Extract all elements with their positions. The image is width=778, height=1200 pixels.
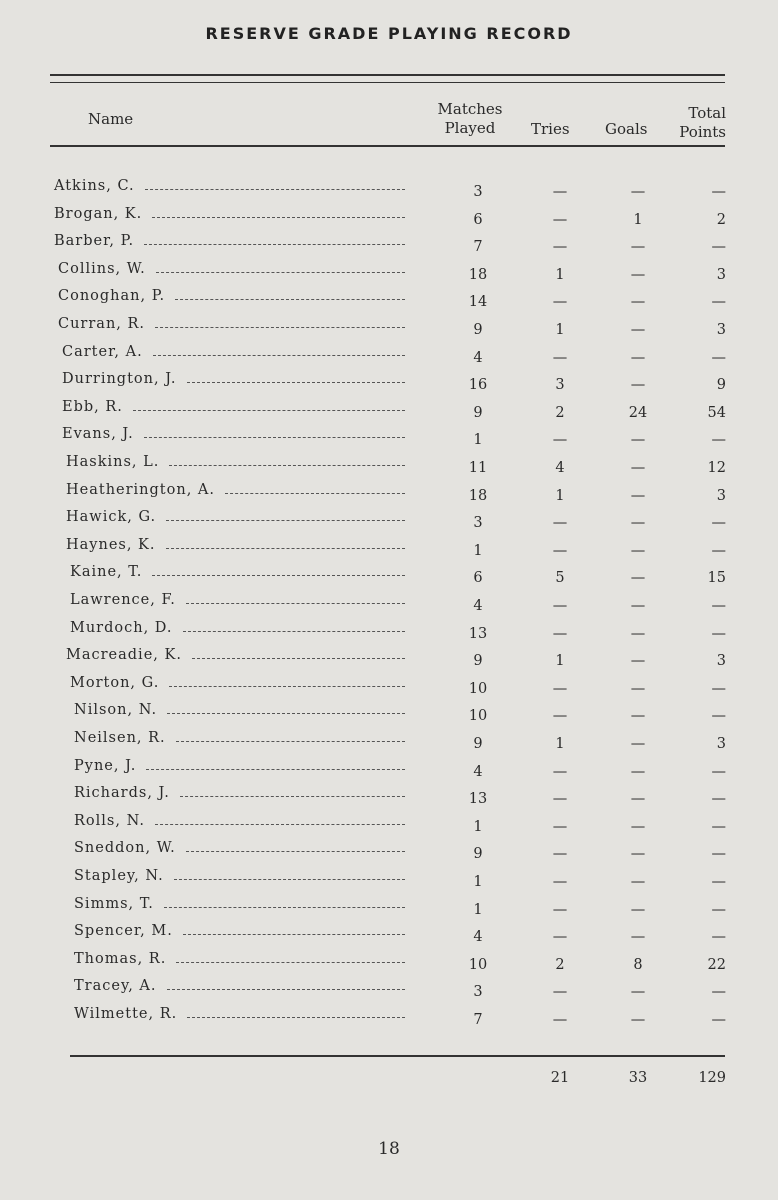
points-value: — [711,818,726,835]
points-value: — [711,984,726,1001]
goals-value: — [630,487,646,504]
goals-value: — [630,708,646,725]
dot-leader [155,327,405,328]
points-value: — [711,294,726,311]
matches-played: 3 [473,184,483,200]
goals-value: — [630,266,646,283]
player-name: Wilmette, R. [74,1006,178,1022]
tries-value: 3 [555,377,565,394]
points-value: — [711,542,726,559]
dot-leader [176,741,405,742]
player-name: Ebb, R. [62,398,123,415]
goals-value: — [630,984,646,1001]
player-name: Conoghan, P. [58,288,166,305]
matches-played: 13 [468,791,488,808]
table-row [0,562,778,589]
table-row [0,811,778,838]
points-value: — [711,184,726,200]
goals-value: — [630,901,646,918]
header-points-line2: Points [679,123,726,141]
player-name: Atkins, C. [54,178,135,194]
player-name: Sneddon, W. [74,840,176,857]
tries-value: — [552,184,568,200]
player-name: Thomas, R. [74,950,167,967]
header-name: Name [88,110,134,128]
matches-played: 4 [473,598,483,614]
dot-leader [164,907,405,908]
table-row [0,397,778,424]
player-name: Hawick, G. [66,509,157,526]
matches-played: 1 [473,901,483,918]
player-name: Tracey, A. [74,978,157,995]
points-value: 3 [716,487,726,504]
points-value: 22 [707,956,726,973]
goals-value: — [630,239,646,256]
table-row [0,342,778,369]
table-row [0,866,778,893]
table-row [0,921,778,948]
points-value: — [711,901,726,918]
matches-played: 10 [468,708,488,725]
points-value: — [711,680,726,697]
table-row [0,259,778,286]
table-row [0,838,778,865]
table-row [0,728,778,755]
goals-value: — [630,763,646,780]
dot-leader [152,217,405,218]
matches-played: 9 [473,846,483,863]
header-top-rule [50,74,725,76]
table-row [0,645,778,672]
points-value: — [711,708,726,725]
table-row [0,424,778,451]
table-row [0,204,778,231]
player-name: Rolls, N. [74,812,145,829]
matches-played: 9 [473,653,483,670]
tries-value: 1 [555,736,565,752]
player-name: Spencer, M. [74,923,173,940]
table-row [0,176,778,203]
dot-leader [133,410,405,411]
tries-value: — [552,625,568,642]
player-name: Nilson, N. [74,702,158,719]
dot-leader [187,382,405,383]
player-name: Neilsen, R. [74,730,166,746]
matches-played: 1 [473,818,483,835]
table-row [0,314,778,341]
goals-value: — [630,460,646,476]
goals-value: — [630,184,646,200]
player-name: Simms, T. [74,895,154,912]
table-row [0,535,778,562]
tries-value: — [552,542,568,559]
matches-played: 6 [473,211,483,228]
dot-leader [166,548,405,549]
matches-played: 1 [473,874,483,890]
tries-value: — [552,984,568,1001]
matches-played: 9 [473,736,483,752]
goals-value: — [630,736,646,752]
matches-played: 7 [473,239,483,256]
points-value: — [711,791,726,808]
dot-leader [144,437,405,438]
page-title: RESERVE GRADE PLAYING RECORD [205,24,573,43]
player-name: Pyne, J. [74,757,137,774]
table-row [0,590,778,617]
header-points-line1: Total [688,104,726,122]
goals-value: — [630,542,646,559]
matches-played: 4 [473,763,483,780]
points-value: — [711,349,726,366]
tries-value: — [552,929,568,946]
table-row [0,894,778,921]
table-row [0,452,778,479]
header-matches-line2: Played [444,119,496,137]
points-value: — [711,1012,726,1028]
player-name: Barber, P. [54,233,135,250]
matches-played: 11 [468,460,488,476]
table-row [0,700,778,727]
dot-leader [145,189,405,190]
tries-value: — [552,763,568,780]
tries-value: — [552,432,568,449]
matches-played: 13 [468,625,488,642]
tries-value: — [552,349,568,366]
dot-leader [174,879,405,880]
total-goals: 33 [628,1070,648,1086]
matches-played: 1 [473,432,483,449]
points-value: — [711,239,726,256]
tries-value: — [552,901,568,918]
dot-leader [187,1017,405,1018]
matches-played: 7 [473,1012,483,1028]
points-value: — [711,432,726,449]
header-total-points [660,104,726,142]
matches-played: 4 [473,349,483,366]
total-tries: 21 [550,1070,570,1086]
goals-value: — [630,874,646,890]
table-row [0,507,778,534]
table-row [0,756,778,783]
total-points: 129 [698,1070,726,1086]
points-value: 9 [716,377,726,394]
tries-value: — [552,708,568,725]
points-value: 12 [707,460,726,476]
points-value: — [711,846,726,863]
goals-value: — [630,818,646,835]
goals-value: — [630,1012,646,1028]
dot-leader [153,355,405,356]
tries-value: 4 [555,460,565,476]
tries-value: — [552,239,568,256]
points-value: — [711,598,726,614]
matches-played: 10 [468,680,488,697]
tries-value: 1 [555,266,565,283]
player-name: Macreadie, K. [66,647,182,664]
header-matches-line1: Matches [437,100,503,118]
matches-played: 9 [473,322,483,338]
tries-value: — [552,1012,568,1028]
player-name: Lawrence, F. [70,592,176,608]
player-name: Durrington, J. [62,371,177,388]
matches-played: 16 [468,377,488,394]
tries-value: — [552,874,568,890]
points-value: — [711,763,726,780]
points-value: 3 [716,653,726,670]
table-row [0,480,778,507]
header-goals: Goals [605,120,648,138]
table-row [0,783,778,810]
player-name: Brogan, K. [54,205,143,222]
table-row [0,369,778,396]
goals-value: — [630,625,646,642]
dot-leader [225,493,405,494]
player-name: Stapley, N. [74,868,164,884]
player-name: Murdoch, D. [70,619,173,636]
dot-leader [156,272,405,273]
points-value: 15 [707,570,726,587]
player-name: Morton, G. [70,674,160,691]
goals-value: — [630,294,646,311]
dot-leader [180,796,405,797]
goals-value: — [630,349,646,366]
player-name: Haskins, L. [66,454,160,470]
header-tries: Tries [531,120,570,138]
table-row [0,618,778,645]
points-value: — [711,929,726,946]
player-name: Kaine, T. [70,564,143,581]
goals-value: 24 [628,404,648,421]
dot-leader [167,713,405,714]
dot-leader [169,686,405,687]
player-name: Collins, W. [58,260,146,277]
tries-value: — [552,791,568,808]
goals-value: — [630,515,646,532]
tries-value: — [552,598,568,614]
matches-played: 18 [468,487,488,504]
tries-value: — [552,818,568,835]
tries-value: 1 [555,487,565,504]
dot-leader [155,824,405,825]
points-value: — [711,625,726,642]
player-name: Curran, R. [58,316,146,332]
header-top-rule-2 [50,82,725,83]
dot-leader [144,244,405,245]
goals-value: — [630,598,646,614]
matches-played: 3 [473,515,483,532]
goals-value: — [630,377,646,394]
table-row [0,1004,778,1031]
goals-value: — [630,570,646,587]
table-row [0,976,778,1003]
goals-value: — [630,653,646,670]
matches-played: 18 [468,266,488,283]
dot-leader [167,989,405,990]
player-name: Haynes, K. [66,536,156,553]
player-name: Carter, A. [62,343,143,360]
player-name: Evans, J. [62,426,134,443]
table-row [0,286,778,313]
matches-played: 14 [468,294,488,311]
goals-value: 1 [633,211,643,228]
dot-leader [152,575,405,576]
tries-value: 2 [555,404,565,421]
dot-leader [186,851,405,852]
points-value: 3 [716,322,726,338]
tries-value: — [552,680,568,697]
table-row [0,949,778,976]
tries-value: 2 [555,956,565,973]
dot-leader [175,299,405,300]
player-name: Heatherington, A. [66,481,216,498]
dot-leader [169,465,405,466]
tries-value: 5 [555,570,565,587]
tries-value: — [552,846,568,863]
page-number: 18 [378,1139,400,1159]
goals-value: — [630,846,646,863]
header-bottom-rule [50,145,725,147]
dot-leader [183,631,405,632]
goals-value: 8 [633,956,643,973]
goals-value: — [630,929,646,946]
matches-played: 4 [473,929,483,946]
tries-value: 1 [555,322,565,338]
points-value: 54 [707,404,726,421]
matches-played: 3 [473,984,483,1001]
table-row [0,231,778,258]
dot-leader [186,603,405,604]
totals-rule [70,1055,725,1057]
matches-played: 9 [473,404,483,421]
goals-value: — [630,680,646,697]
dot-leader [176,962,405,963]
points-value: 3 [716,266,726,283]
dot-leader [166,520,405,521]
player-name: Richards, J. [74,785,170,802]
tries-value: — [552,515,568,532]
matches-played: 1 [473,542,483,559]
matches-played: 6 [473,570,483,587]
table-row [0,673,778,700]
dot-leader [192,658,405,659]
totals-row [0,1068,778,1095]
points-value: 2 [716,211,726,228]
matches-played: 10 [468,956,488,973]
tries-value: 1 [555,653,565,670]
goals-value: — [630,791,646,808]
tries-value: — [552,294,568,311]
goals-value: — [630,322,646,338]
goals-value: — [630,432,646,449]
points-value: 3 [716,736,726,752]
dot-leader [183,934,405,935]
points-value: — [711,874,726,890]
dot-leader [146,769,405,770]
points-value: — [711,515,726,532]
tries-value: — [552,211,568,228]
header-matches-played [420,100,520,138]
